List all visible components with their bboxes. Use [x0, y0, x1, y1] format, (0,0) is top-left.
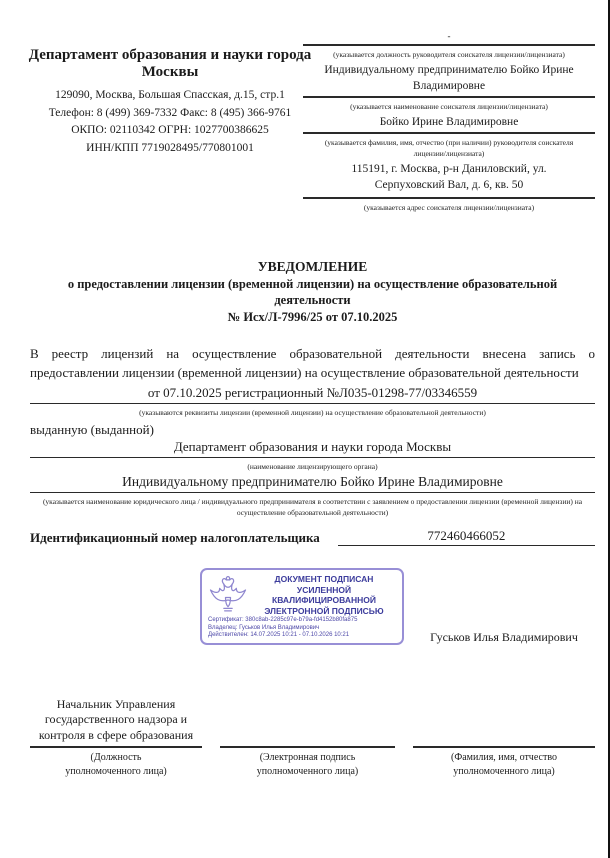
recipient-name: Индивидуальному предпринимателю Бойко Ирине Владимировне: [303, 62, 595, 98]
signer-name: Гуськов Илья Владимирович: [430, 630, 578, 644]
document-title-block: [30, 258, 595, 325]
stamp-title-line3: ЭЛЕКТРОННОЙ ПОДПИСЬЮ: [264, 605, 384, 616]
registration-line: от 07.10.2025 регистрационный №Л035-01298-77/03346559: [30, 384, 595, 404]
stamp-validity: Действителен: 14.07.2025 10:21 - 07.10.2026 10:21: [208, 632, 350, 638]
registration-caption: (указываются реквизиты лицензии (временной лицензии) на осуществление образовательной деятельности): [139, 408, 486, 417]
inn-label: Идентификационный номер налогоплательщика: [30, 530, 320, 545]
recipient-address: 115191, г. Москва, р-н Даниловский, ул. Серпуховский Вал, д. 6, кв. 50: [351, 163, 547, 191]
esignature-stamp: [200, 568, 404, 645]
licensee-caption: (указывается наименование юридического лица / индивидуального предпринимателя в соответствии с заявлением о предоставлении лицензии (временной лицензии) на осуществление образовательной деятельности): [42, 497, 583, 517]
document-heading: УВЕДОМЛЕНИЕ: [257, 259, 368, 274]
signature-position-column: [30, 630, 202, 779]
issuer-inn-kpp: ИНН/КПП 7719028495/770801001: [86, 141, 254, 154]
stamp-details: [208, 617, 396, 640]
recipient-name-caption: (указывается наименование соискателя лицензии/лицензиата): [350, 102, 548, 111]
inn-row: [30, 527, 595, 546]
signature-caption-esign: [220, 748, 395, 779]
licensing-authority-caption: (наименование лицензирующего органа): [247, 462, 378, 471]
caption-position-line2: уполномоченного лица): [65, 766, 167, 777]
coat-of-arms-icon: [208, 575, 248, 615]
licensing-authority: Департамент образования и науки города Москвы: [30, 438, 595, 458]
signature-caption-position: [30, 748, 202, 779]
recipient-address-caption: (указывается адрес соискателя лицензии/лицензиата): [363, 203, 535, 212]
signature-caption-name: [413, 748, 595, 779]
stamp-header: [208, 574, 396, 616]
recipient-block: [303, 30, 595, 215]
issuer-okpo-ogrn: ОКПО: 02110342 ОГРН: 1027700386625: [71, 124, 269, 136]
document-subheading: о предоставлении лицензии (временной лицензии) на осуществление образовательной деятельности: [67, 277, 558, 307]
stamp-title: [252, 574, 396, 616]
recipient-position-caption: (указывается должность руководителя соискателя лицензии/лицензиата): [333, 50, 565, 59]
stamp-title-line1: ДОКУМЕНТ ПОДПИСАН: [274, 574, 374, 584]
recipient-position-value: -: [303, 30, 595, 46]
issuer-phone: Телефон: 8 (499) 369-7332 Факс: 8 (495) 366-9761: [48, 106, 292, 119]
stamp-title-line2: УСИЛЕННОЙ КВАЛИФИЦИРОВАННОЙ: [272, 584, 376, 605]
caption-esign-line2: уполномоченного лица): [256, 766, 359, 777]
body-paragraph: В реестр лицензий на осуществление образовательной деятельности внесена запись о предоставлении лицензии (временной лицензии) на осуществление образовательной деятельности: [30, 346, 595, 380]
stamp-owner: Владелец: Гуськов Илья Владимирович: [208, 624, 320, 631]
signature-section: [30, 574, 595, 779]
inn-value: 772460466052: [338, 527, 595, 546]
caption-esign-line1: (Электронная подпись: [259, 752, 356, 763]
signature-esign-column: [220, 630, 395, 779]
signer-position: Начальник Управления государственного надзора и контроля в сфере образования: [38, 696, 194, 742]
licensee-name: Индивидуальному предпринимателю Бойко Ирине Владимировне: [30, 473, 595, 493]
signature-name-column: [413, 630, 595, 779]
caption-fio-line2: уполномоченного лица): [453, 766, 555, 777]
page-content: [30, 0, 595, 779]
issuer-letterhead: [20, 47, 320, 157]
issuer-address: 129090, Москва, Большая Спасская, д.15, стр.1: [55, 89, 285, 101]
stamp-certificate: Сертификат: 380c8ab-2285c97e-b79a-fd4152b80fa875: [208, 617, 358, 623]
issuer-title: Департамент образования и науки города Москвы: [28, 47, 312, 80]
recipient-fio-caption: (указывается фамилия, имя, отчество (при наличии) руководителя соискателя лицензии/лицензиата): [324, 138, 574, 158]
recipient-head-name: Бойко Ирине Владимировне: [303, 114, 595, 134]
caption-fio-line1: (Фамилия, имя, отчество: [451, 752, 557, 763]
header-section: [30, 0, 595, 258]
caption-position-line1: (Должность: [90, 752, 142, 763]
issued-label: выданную (выданной): [30, 422, 154, 437]
document-number: № Исх/Л-7996/25 от 07.10.2025: [227, 310, 398, 324]
